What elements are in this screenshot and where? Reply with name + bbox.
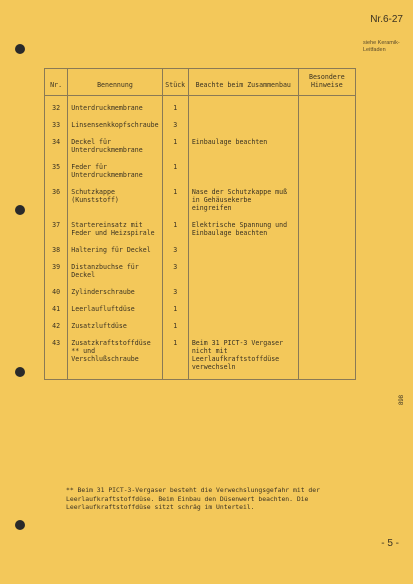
- table-row: [45, 216, 356, 241]
- cell-st: 1: [162, 133, 188, 158]
- footnote: ** Beim 31 PICT-3-Vergaser besteht die Verwechslungsgefahr mit der Leerlaufkraftstoffdüse. Beim Einbau den Düsenwert beachten. Die Leerlaufkraftstoffdüse sitzt schräg im Unterteil.: [66, 486, 320, 511]
- cell-bea: [188, 283, 298, 300]
- punch-hole: [15, 44, 25, 54]
- col-bezeichnung: Benennung: [68, 69, 162, 96]
- cell-hin: [298, 334, 355, 380]
- cell-st: 1: [162, 216, 188, 241]
- cell-bea: [188, 116, 298, 133]
- col-hinweise: [298, 69, 355, 96]
- cell-nr: 36: [45, 183, 68, 216]
- cell-bea: Einbaulage beachten: [188, 133, 298, 158]
- cell-bez: Zusatzkraftstoffdüse ** und Verschlußschraube: [68, 334, 162, 380]
- page-number: - 5 -: [381, 538, 399, 549]
- cell-bez: Distanzbuchse für Deckel: [68, 258, 162, 283]
- table-row: [45, 183, 356, 216]
- table-row: [45, 96, 356, 117]
- cell-nr: 37: [45, 216, 68, 241]
- document-number: Nr.6-27: [370, 14, 403, 25]
- table-row: [45, 258, 356, 283]
- table-row: [45, 241, 356, 258]
- cell-bez: Deckel für Unterdruckmembrane: [68, 133, 162, 158]
- cell-nr: 34: [45, 133, 68, 158]
- cell-hin: [298, 158, 355, 183]
- cell-nr: 42: [45, 317, 68, 334]
- parts-table: [44, 68, 356, 380]
- cell-bea: Beim 31 PICT-3 Vergaser nicht mit Leerlaufkraftstoffdüse verwechseln: [188, 334, 298, 380]
- col-nr: Nr.: [45, 69, 68, 96]
- table-row: [45, 116, 356, 133]
- cell-bez: Haltering für Deckel: [68, 241, 162, 258]
- punch-hole: [15, 520, 25, 530]
- cell-nr: 39: [45, 258, 68, 283]
- punch-hole: [15, 367, 25, 377]
- cell-hin: [298, 300, 355, 317]
- cell-st: 1: [162, 300, 188, 317]
- cell-nr: 38: [45, 241, 68, 258]
- cell-bez: Zusatzluftdüse: [68, 317, 162, 334]
- col-beachte: Beachte beim Zusammenbau: [188, 69, 298, 96]
- table-row: [45, 158, 356, 183]
- cell-st: 1: [162, 158, 188, 183]
- cell-nr: 33: [45, 116, 68, 133]
- cell-bez: Unterdruckmembrane: [68, 96, 162, 117]
- cell-st: 3: [162, 258, 188, 283]
- cell-st: 1: [162, 183, 188, 216]
- table-row: [45, 317, 356, 334]
- cell-st: 3: [162, 283, 188, 300]
- cell-hin: [298, 183, 355, 216]
- col-hinweise-line1: Besondere: [308, 73, 345, 81]
- cell-bez: Startereinsatz mit Feder und Heizspirale: [68, 216, 162, 241]
- cell-st: 1: [162, 334, 188, 380]
- table-row: [45, 283, 356, 300]
- cell-bez: Linsensenkkopfschraube: [68, 116, 162, 133]
- cell-hin: [298, 317, 355, 334]
- cell-bea: [188, 317, 298, 334]
- table-header-row: [45, 69, 356, 96]
- cell-bez: Feder für Unterdruckmembrane: [68, 158, 162, 183]
- table-row: [45, 133, 356, 158]
- cell-hin: [298, 133, 355, 158]
- cell-st: 3: [162, 241, 188, 258]
- side-note: siehe Keramik-Leitfaden: [363, 40, 400, 53]
- cell-nr: 43: [45, 334, 68, 380]
- punch-hole: [15, 205, 25, 215]
- cell-st: 1: [162, 317, 188, 334]
- cell-hin: [298, 283, 355, 300]
- table-body: [45, 96, 356, 380]
- cell-hin: [298, 241, 355, 258]
- cell-hin: [298, 96, 355, 117]
- col-stueck: Stück: [162, 69, 188, 96]
- cell-bea: Elektrische Spannung und Einbaulage beachten: [188, 216, 298, 241]
- cell-st: 3: [162, 116, 188, 133]
- table-row: [45, 300, 356, 317]
- cell-hin: [298, 216, 355, 241]
- cell-st: 1: [162, 96, 188, 117]
- cell-bea: [188, 96, 298, 117]
- cell-nr: 32: [45, 96, 68, 117]
- cell-hin: [298, 116, 355, 133]
- cell-bea: Nase der Schutzkappe muß in Gehäusekerbe eingreifen: [188, 183, 298, 216]
- cell-nr: 40: [45, 283, 68, 300]
- cell-bez: Zylinderschraube: [68, 283, 162, 300]
- cell-bea: [188, 258, 298, 283]
- margin-mark: 898: [399, 395, 405, 406]
- table-row: [45, 334, 356, 380]
- cell-bea: [188, 158, 298, 183]
- cell-bea: [188, 241, 298, 258]
- cell-nr: 41: [45, 300, 68, 317]
- col-hinweise-line2: Hinweise: [310, 81, 343, 89]
- cell-bez: Schutzkappe (Kunststoff): [68, 183, 162, 216]
- cell-nr: 35: [45, 158, 68, 183]
- cell-bea: [188, 300, 298, 317]
- cell-bez: Leerlaufluftdüse: [68, 300, 162, 317]
- cell-hin: [298, 258, 355, 283]
